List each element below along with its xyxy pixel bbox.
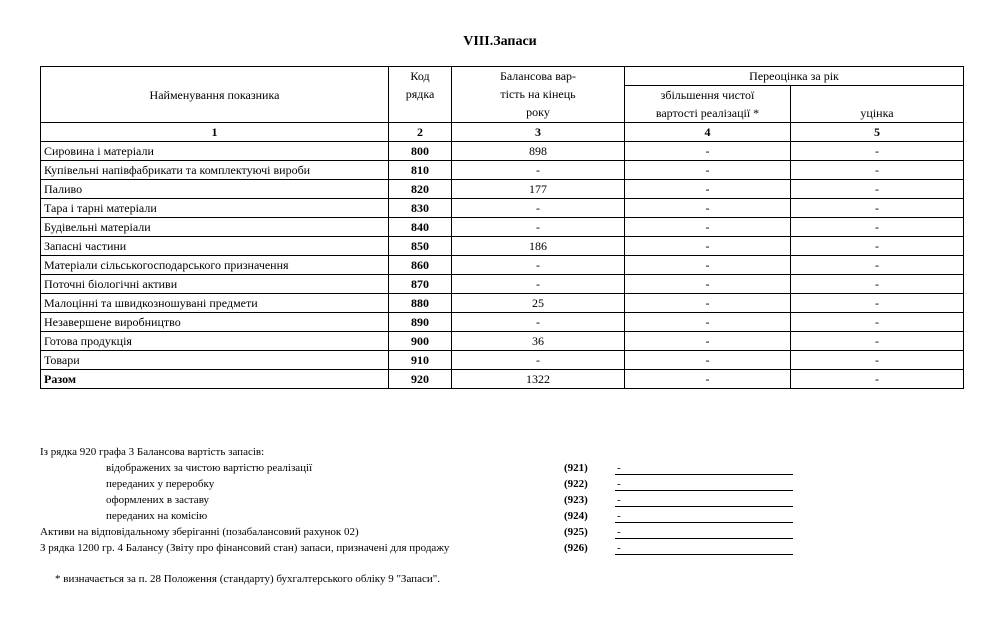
row-markdown: - — [791, 275, 964, 294]
row-increase: - — [625, 199, 791, 218]
row-code: 890 — [389, 313, 452, 332]
row-name: Поточні біологічні активи — [41, 275, 389, 294]
note-code: (921) — [564, 462, 588, 474]
row-markdown: - — [791, 199, 964, 218]
row-increase: - — [625, 161, 791, 180]
row-name: Сировина і матеріали — [41, 142, 389, 161]
row-markdown: - — [791, 237, 964, 256]
row-markdown: - — [791, 142, 964, 161]
note-label: З рядка 1200 гр. 4 Балансу (Звіту про фінансовий стан) запаси, призначені для продажу — [40, 542, 450, 554]
row-increase: - — [625, 351, 791, 370]
note-label: оформлених в заставу — [106, 494, 210, 506]
header-balance: Балансова вар- тість на кінець року — [452, 67, 625, 123]
row-name: Будівельні матеріали — [41, 218, 389, 237]
column-numbers-row — [41, 123, 964, 142]
table-row — [41, 142, 964, 161]
table-row — [41, 370, 964, 389]
note-row — [40, 542, 800, 558]
row-balance: 25 — [452, 294, 625, 313]
note-underline — [615, 554, 793, 555]
table-row — [41, 256, 964, 275]
row-name: Разом — [41, 370, 389, 389]
row-code: 900 — [389, 332, 452, 351]
row-balance: - — [452, 218, 625, 237]
row-code: 880 — [389, 294, 452, 313]
note-value: - — [617, 526, 621, 538]
note-label: переданих на комісію — [106, 510, 208, 522]
table-row — [41, 199, 964, 218]
row-balance: 186 — [452, 237, 625, 256]
note-code: (925) — [564, 526, 588, 538]
row-name: Паливо — [41, 180, 389, 199]
row-code: 820 — [389, 180, 452, 199]
row-code: 800 — [389, 142, 452, 161]
note-label: переданих у переробку — [106, 478, 215, 490]
note-value: - — [617, 510, 621, 522]
note-code: (926) — [564, 542, 588, 554]
header-revaluation: Переоцінка за рік — [625, 67, 964, 86]
row-code: 810 — [389, 161, 452, 180]
row-balance: - — [452, 256, 625, 275]
row-name: Готова продукція — [41, 332, 389, 351]
table-row — [41, 161, 964, 180]
row-code: 860 — [389, 256, 452, 275]
col-number: 1 — [41, 123, 389, 142]
table-row — [41, 275, 964, 294]
note-code: (923) — [564, 494, 588, 506]
row-markdown: - — [791, 161, 964, 180]
row-code: 840 — [389, 218, 452, 237]
row-code: 830 — [389, 199, 452, 218]
note-value: - — [617, 494, 621, 506]
row-balance: 177 — [452, 180, 625, 199]
note-row — [40, 510, 800, 526]
row-markdown: - — [791, 218, 964, 237]
notes-intro-row — [40, 446, 800, 462]
col-number: 2 — [389, 123, 452, 142]
row-balance: 1322 — [452, 370, 625, 389]
row-markdown: - — [791, 370, 964, 389]
footnote: * визначається за п. 28 Положення (стандарту) бухгалтерського обліку 9 "Запаси". — [55, 573, 440, 585]
table-row — [41, 332, 964, 351]
note-row — [40, 478, 800, 494]
row-name: Запасні частини — [41, 237, 389, 256]
table-row — [41, 237, 964, 256]
row-markdown: - — [791, 294, 964, 313]
notes-intro: Із рядка 920 графа 3 Балансова вартість запасів: — [40, 446, 265, 458]
row-increase: - — [625, 218, 791, 237]
row-increase: - — [625, 294, 791, 313]
row-name: Незавершене виробництво — [41, 313, 389, 332]
header-name: Найменування показника — [41, 67, 389, 123]
note-value: - — [617, 462, 621, 474]
row-increase: - — [625, 275, 791, 294]
row-increase: - — [625, 370, 791, 389]
col-number: 4 — [625, 123, 791, 142]
row-increase: - — [625, 180, 791, 199]
note-row — [40, 494, 800, 510]
row-balance: - — [452, 275, 625, 294]
table-row — [41, 351, 964, 370]
row-name: Малоцінні та швидкозношувані предмети — [41, 294, 389, 313]
row-increase: - — [625, 256, 791, 275]
row-code: 920 — [389, 370, 452, 389]
row-balance: - — [452, 161, 625, 180]
row-markdown: - — [791, 256, 964, 275]
row-code: 850 — [389, 237, 452, 256]
inventory-table — [40, 66, 964, 389]
row-balance: - — [452, 351, 625, 370]
row-name: Товари — [41, 351, 389, 370]
row-markdown: - — [791, 332, 964, 351]
table-row — [41, 313, 964, 332]
table-row — [41, 180, 964, 199]
row-increase: - — [625, 313, 791, 332]
note-code: (922) — [564, 478, 588, 490]
col-number: 5 — [791, 123, 964, 142]
note-code: (924) — [564, 510, 588, 522]
row-increase: - — [625, 237, 791, 256]
row-name: Купівельні напівфабрикати та комплектуючі вироби — [41, 161, 389, 180]
header-markdown: уцінка — [791, 86, 964, 123]
row-code: 910 — [389, 351, 452, 370]
note-row — [40, 462, 800, 478]
row-balance: - — [452, 199, 625, 218]
note-underline — [615, 474, 793, 475]
note-value: - — [617, 478, 621, 490]
note-underline — [615, 538, 793, 539]
row-name: Матеріали сільськогосподарського призначення — [41, 256, 389, 275]
row-markdown: - — [791, 313, 964, 332]
row-balance: 36 — [452, 332, 625, 351]
note-value: - — [617, 542, 621, 554]
note-underline — [615, 490, 793, 491]
row-markdown: - — [791, 351, 964, 370]
notes-section — [40, 446, 800, 558]
row-name: Тара і тарні матеріали — [41, 199, 389, 218]
row-balance: - — [452, 313, 625, 332]
note-label: Активи на відповідальному зберіганні (позабалансовий рахунок 02) — [40, 526, 359, 538]
row-increase: - — [625, 332, 791, 351]
table-row — [41, 294, 964, 313]
row-code: 870 — [389, 275, 452, 294]
col-number: 3 — [452, 123, 625, 142]
note-underline — [615, 522, 793, 523]
row-balance: 898 — [452, 142, 625, 161]
note-row — [40, 526, 800, 542]
section-title: VIII.Запаси — [463, 34, 537, 49]
header-code: Код рядка — [389, 67, 452, 123]
note-label: відображених за чистою вартістю реалізації — [106, 462, 313, 474]
header-increase: збільшення чистої вартості реалізації * — [625, 86, 791, 123]
note-underline — [615, 506, 793, 507]
row-increase: - — [625, 142, 791, 161]
row-markdown: - — [791, 180, 964, 199]
table-row — [41, 218, 964, 237]
